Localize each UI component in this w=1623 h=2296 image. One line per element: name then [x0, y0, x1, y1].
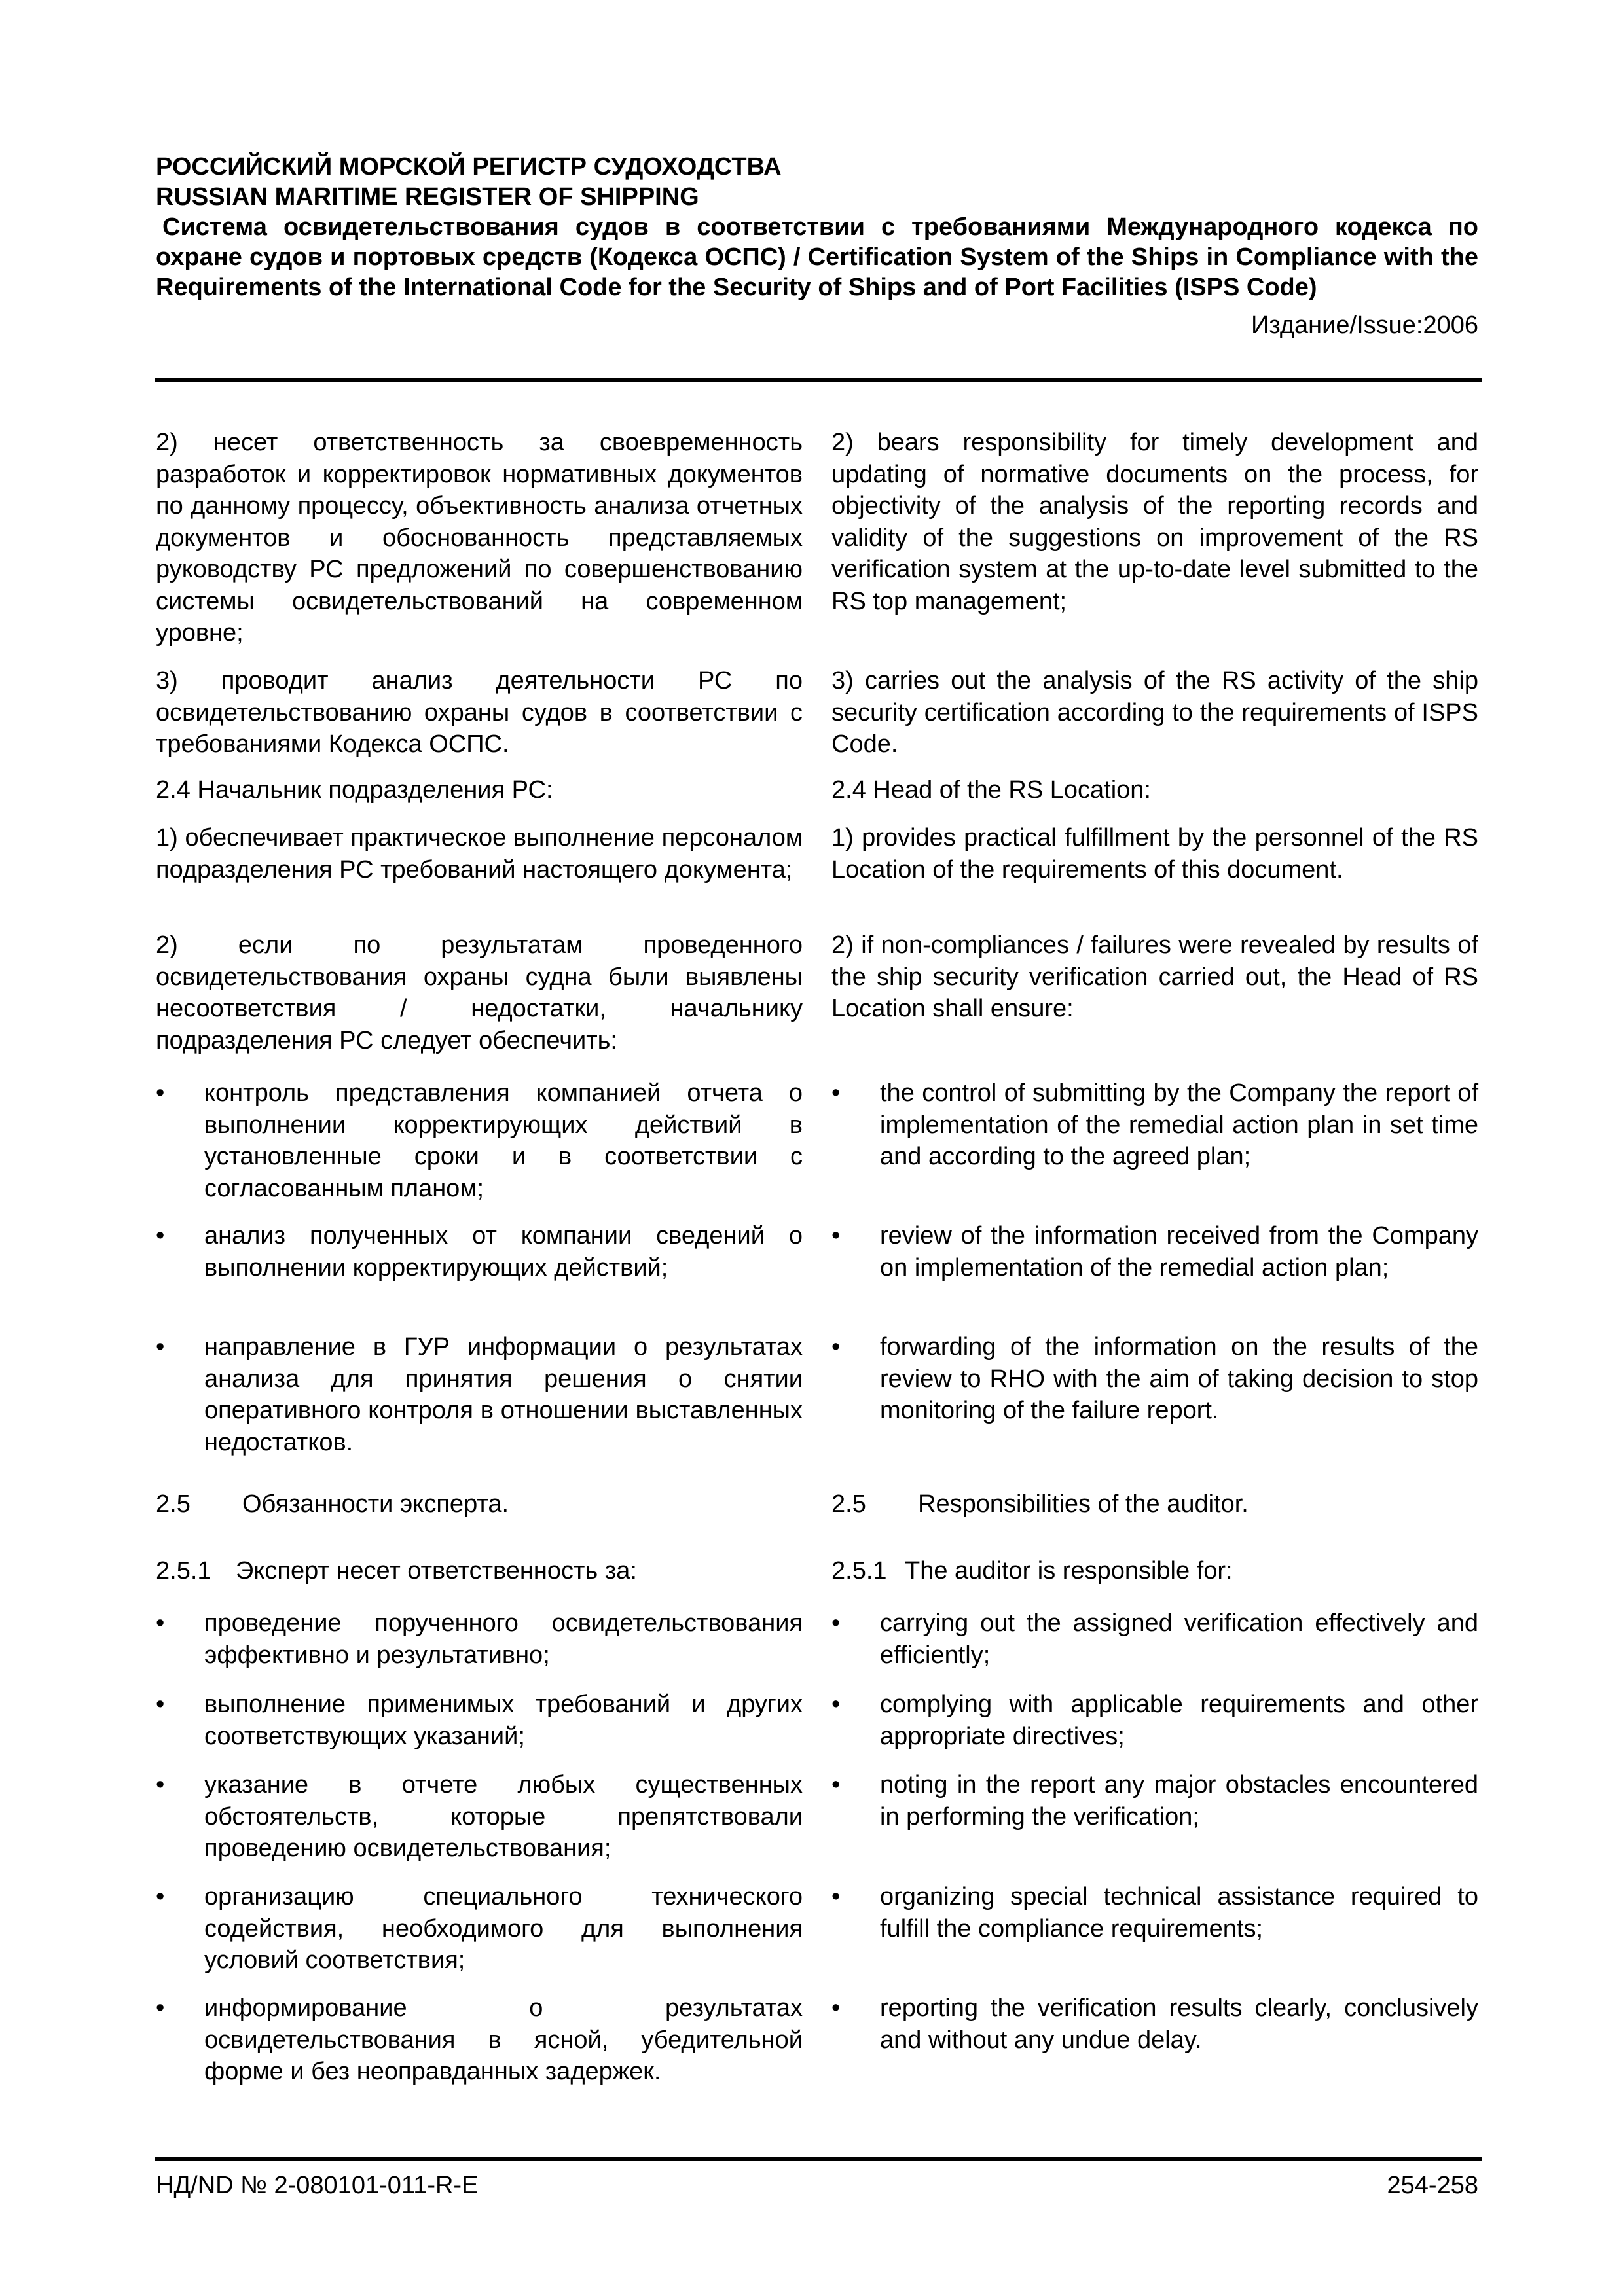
- section-heading-row: [156, 1555, 1478, 1587]
- document-number: НД/ND № 2-080101-011-R-E: [156, 2172, 479, 2199]
- paragraph-en: 2) bears responsibility for timely development and updating of normative documents on the process, for objectivity of the analysis of the reporting records and validity of the suggestions on improvement of the RS verification system at the up-to-date level submitted to the RS top management;: [831, 429, 1478, 615]
- bullet-icon: •: [831, 1333, 841, 1361]
- bullet-icon: •: [831, 1609, 841, 1637]
- bullet-icon: •: [156, 1222, 165, 1249]
- section-heading-ru: 2.5 Обязанности эксперта.: [156, 1490, 509, 1518]
- paragraph-row: [156, 427, 1478, 649]
- bullet-item-ru: • проведение порученного освидетельствования эффективно и результативно;: [156, 1607, 803, 1671]
- paragraph-row: [156, 665, 1478, 761]
- paragraph-en: 1) provides practical fulfillment by the personnel of the RS Location of the requirements of this document.: [831, 824, 1478, 884]
- bullet-item-ru: • указание в отчете любых существенных обстоятельств, которые препятствовали проведению освидетельствования;: [156, 1769, 803, 1865]
- bullet-item-en: • the control of submitting by the Company the report of implementation of the remedial action plan in set time and according to the agreed plan;: [831, 1077, 1478, 1204]
- bullet-row: [156, 1689, 1478, 1752]
- bullet-item-en: • organizing special technical assistance required to fulfill the compliance requirements;: [831, 1881, 1478, 1977]
- column-ru: [156, 665, 803, 761]
- paragraph-ru: 2) несет ответственность за своевременность разработок и корректировок нормативных документов по данному процессу, объективность анализа отчетных документов и обоснованность представляемых руководству РС предложений по совершенствованию системы освидетельствований на современном уровне;: [156, 429, 803, 647]
- bullet-row: [156, 1077, 1478, 1204]
- bullet-item-ru: • анализ полученных от компании сведений о выполнении корректирующих действий;: [156, 1220, 803, 1283]
- bullet-icon: •: [156, 1771, 165, 1799]
- bullet-icon: •: [156, 1079, 165, 1107]
- paragraph-row: [156, 774, 1478, 806]
- subheading-ru: 2.4 Начальник подразделения РС:: [156, 776, 553, 804]
- bullet-icon: •: [156, 1994, 165, 2022]
- issue-label: Издание/Issue:2006: [1250, 312, 1478, 339]
- bullet-row: [156, 1607, 1478, 1671]
- bullet-item-ru: • информирование о результатах освидетельствования в ясной, убедительной форме и без неоправданных задержек.: [156, 1992, 803, 2088]
- bullet-item-ru: • организацию специального технического содействия, необходимого для выполнения условий соответствия;: [156, 1881, 803, 1977]
- bullet-row: [156, 1769, 1478, 1865]
- bullet-item-en: • complying with applicable requirements and other appropriate directives;: [831, 1689, 1478, 1752]
- bullet-item-en: • review of the information received from the Company on implementation of the remedial action plan;: [831, 1220, 1478, 1283]
- bullet-item-en: • forwarding of the information on the results of the review to RHO with the aim of taking decision to stop monitoring of the failure report.: [831, 1331, 1478, 1458]
- bullet-row: [156, 1220, 1478, 1283]
- header-title-en: RUSSIAN MARITIME REGISTER OF SHIPPING: [156, 183, 699, 211]
- bullet-icon: •: [831, 1883, 841, 1910]
- section-heading-row: [156, 1488, 1478, 1520]
- bullet-icon: •: [156, 1333, 165, 1361]
- column-en: [831, 929, 1478, 1056]
- paragraph-en: 2) if non-compliances / failures were revealed by results of the ship security verification carried out, the Head of RS Location shall ensure:: [831, 931, 1478, 1022]
- column-ru: [156, 774, 803, 806]
- bullet-icon: •: [831, 1222, 841, 1249]
- subheading-en: 2.4 Head of the RS Location:: [831, 776, 1151, 804]
- bullet-row: [156, 1881, 1478, 1977]
- bullet-icon: •: [831, 1079, 841, 1107]
- column-ru: [156, 822, 803, 886]
- paragraph-en: 3) carries out the analysis of the RS activity of the ship security certification according to the requirements of ISPS Code.: [831, 667, 1478, 758]
- section-heading-en: 2.5 Responsibilities of the auditor.: [831, 1490, 1249, 1518]
- paragraph-ru: 2) если по результатам проведенного освидетельствования охраны судна были выявлены несоответствия / недостатки, начальнику подразделения РС следует обеспечить:: [156, 931, 803, 1054]
- paragraph-ru: 1) обеспечивает практическое выполнение персоналом подразделения РС требований настоящего документа;: [156, 824, 803, 884]
- page-header: [156, 152, 1478, 340]
- bullet-item-en: • carrying out the assigned verification effectively and efficiently;: [831, 1607, 1478, 1671]
- bullet-item-en: • reporting the verification results clearly, conclusively and without any undue delay.: [831, 1992, 1478, 2088]
- paragraph-row: [156, 929, 1478, 1056]
- page-footer: [156, 2170, 1478, 2200]
- paragraph-ru: 3) проводит анализ деятельности РС по освидетельствованию охраны судов в соответствии с требованиями Кодекса ОСПС.: [156, 667, 803, 758]
- paragraph-row: [156, 822, 1478, 886]
- header-title-ru: РОССИЙСКИЙ МОРСКОЙ РЕГИСТР СУДОХОДСТВА: [156, 153, 782, 181]
- column-en: [831, 427, 1478, 649]
- page-number: 254-258: [1387, 2172, 1478, 2199]
- section-heading-ru: 2.5.1 Эксперт несет ответственность за:: [156, 1557, 637, 1585]
- header-subtitle: Система освидетельствования судов в соответствии с требованиями Международного кодекса по охране судов и портовых средств (Кодекса ОСПС) / Certification System of the Ships in Compliance with the Requirements of the International Code for the Security of Ships and of Port Facilities (ISPS Code): [156, 213, 1478, 301]
- column-ru: [156, 427, 803, 649]
- section-heading-en: 2.5.1 The auditor is responsible for:: [831, 1557, 1233, 1585]
- footer-divider: [155, 2157, 1482, 2161]
- bullet-icon: •: [831, 1691, 841, 1718]
- bullet-icon: •: [831, 1771, 841, 1799]
- column-ru: [156, 929, 803, 1056]
- bullet-icon: •: [156, 1691, 165, 1718]
- header-divider: [155, 378, 1482, 382]
- bullet-icon: •: [156, 1883, 165, 1910]
- bullet-row: [156, 1992, 1478, 2088]
- bullet-row: [156, 1331, 1478, 1458]
- bullet-icon: •: [831, 1994, 841, 2022]
- bullet-item-en: • noting in the report any major obstacles encountered in performing the verification;: [831, 1769, 1478, 1865]
- bullet-icon: •: [156, 1609, 165, 1637]
- column-en: [831, 822, 1478, 886]
- bullet-item-ru: • выполнение применимых требований и других соответствующих указаний;: [156, 1689, 803, 1752]
- column-en: [831, 665, 1478, 761]
- bullet-item-ru: • контроль представления компанией отчета о выполнении корректирующих действий в установленные сроки и в соответствии с согласованным планом;: [156, 1077, 803, 1204]
- column-en: [831, 774, 1478, 806]
- bullet-item-ru: • направление в ГУР информации о результатах анализа для принятия решения о снятии оперативного контроля в отношении выставленных недостатков.: [156, 1331, 803, 1458]
